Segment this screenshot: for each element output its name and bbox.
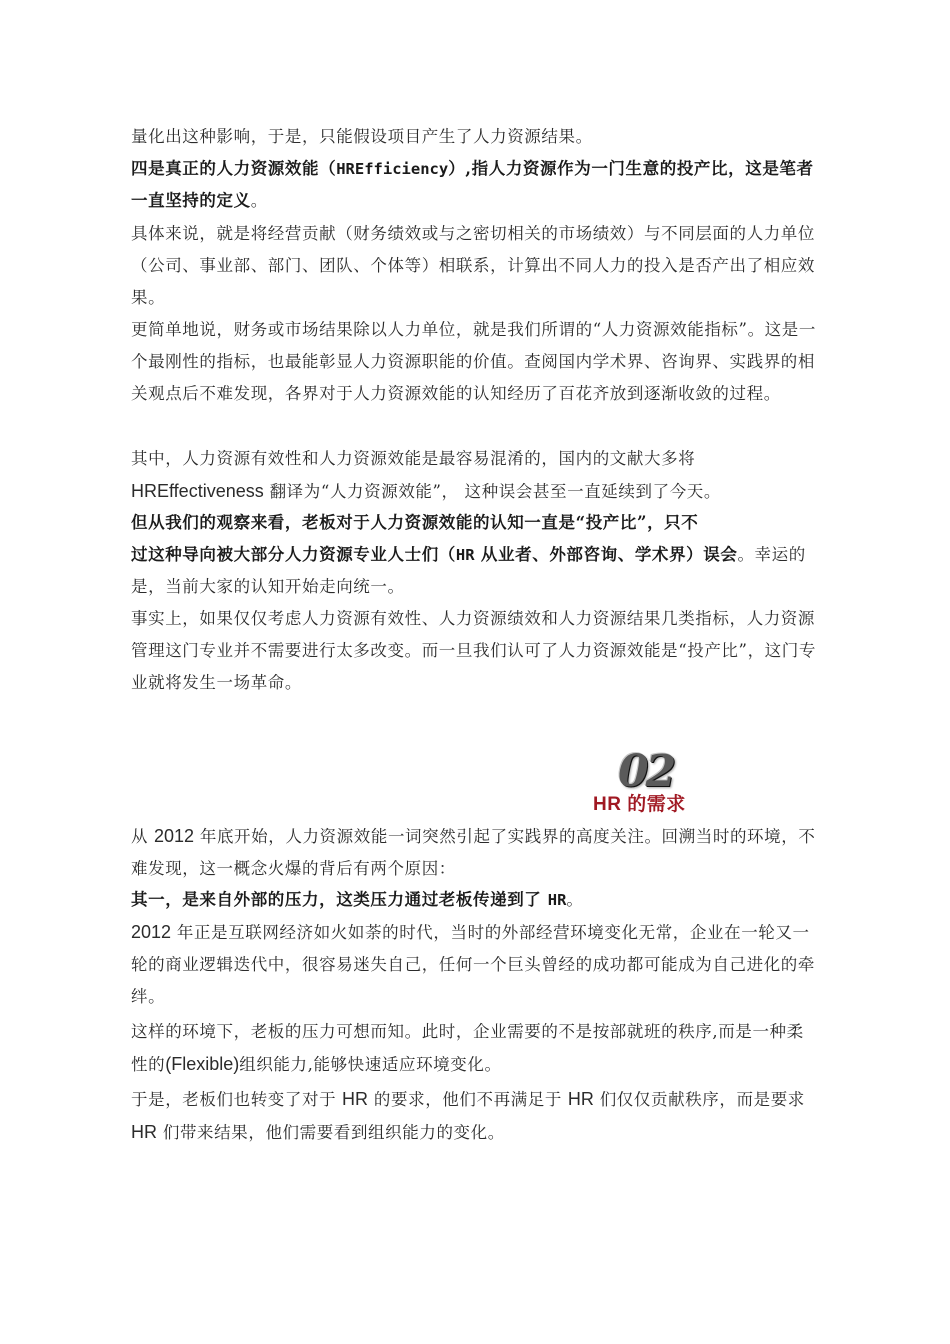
paragraph-9-end: 。 xyxy=(566,890,584,909)
paragraph-12-b: 的要求，他们不再满足于 xyxy=(368,1090,568,1109)
paragraph-11-b: 组织能力,能够快速适应环境变化。 xyxy=(239,1055,502,1074)
paragraph-8-a: 从 xyxy=(131,827,154,846)
paragraph-12-c: 们仅仅贡献秩序，而是要求 xyxy=(593,1090,805,1109)
paragraph-5-b: 翻译为“人力资源效能”， 这种误会甚至一直延续到了今天。 xyxy=(263,482,721,501)
paragraph-2-bold-b: ）,指人力资源作为一门生意的投产比，这是笔者一直坚持的定义 xyxy=(131,159,814,210)
paragraph-8-year: 2012 xyxy=(153,826,194,846)
paragraph-12-hr3: HR xyxy=(131,1122,157,1142)
section-number: 02 xyxy=(618,746,674,797)
paragraph-11-a: 这样的环境下，老板的压力可想而知。此时，企业需要的不是按部就班的秩序,而是一种柔性的 xyxy=(131,1022,804,1074)
paragraph-9-bold-a: 其一，是来自外部的压力，这类压力通过老板传递到了 xyxy=(131,890,548,909)
paragraph-1 xyxy=(131,121,819,153)
paragraph-10-b: 年正是互联网经济如火如荼的时代，当时的外部经营环境变化无常，企业在一轮又一轮的商业逻辑迭代中，很容易迷失自己，任何一个巨头曾经的成功都可能成为自己进化的牵绊。 xyxy=(131,923,815,1006)
paragraph-10 xyxy=(131,916,819,1013)
paragraph-6 xyxy=(131,507,819,603)
paragraph-8 xyxy=(131,820,819,885)
paragraph-11 xyxy=(131,1016,819,1081)
paragraph-6-code: HR xyxy=(455,546,475,564)
paragraph-8-b: 年底开始，人力资源效能一词突然引起了实践界的高度关注。回溯当时的环境，不难发现，这一概念火爆的背后有两个原因： xyxy=(131,827,816,878)
paragraph-3 xyxy=(131,218,819,314)
paragraph-5 xyxy=(131,443,819,508)
paragraph-10-year: 2012 xyxy=(131,922,172,942)
paragraph-2 xyxy=(131,153,819,217)
paragraph-12-hr2: HR xyxy=(567,1089,594,1109)
paragraph-6-bold-line2b: 从业者、外部咨询、学术界）误会 xyxy=(474,545,738,564)
paragraph-9 xyxy=(131,884,819,916)
paragraph-11-latin: (Flexible) xyxy=(165,1054,240,1074)
paragraph-6-bold-line2a: 过这种导向被大部分人力资源专业人士们（ xyxy=(131,545,456,564)
paragraph-2-end: 。 xyxy=(250,191,268,210)
paragraph-2-code: HREfficiency xyxy=(336,160,449,178)
paragraph-1-text: 量化出这种影响，于是，只能假设项目产生了人力资源结果。 xyxy=(131,127,593,146)
section-title: HR 的需求 xyxy=(593,794,686,815)
paragraph-4-text: 更简单地说，财务或市场结果除以人力单位，就是我们所谓的“人力资源效能指标”。这是一个最刚性的指标，也最能彰显人力资源职能的价值。查阅国内学术界、咨询界、实践界的相关观点后不难发现，各界对于人力资源效能的认知经历了百花齐放到逐渐收敛的过程。 xyxy=(131,320,816,403)
paragraph-7 xyxy=(131,603,819,699)
paragraph-4 xyxy=(131,314,819,410)
paragraph-7-text: 事实上，如果仅仅考虑人力资源有效性、人力资源绩效和人力资源结果几类指标，人力资源管理这门专业并不需要进行太多改变。而一旦我们认可了人力资源效能是“投产比”，这门专业就将发生一场革命。 xyxy=(131,609,816,692)
paragraph-12-hr1: HR xyxy=(342,1089,369,1109)
paragraph-9-code: HR xyxy=(547,891,567,909)
paragraph-3-text: 具体来说，就是将经营贡献（财务绩效或与之密切相关的市场绩效）与不同层面的人力单位（公司、事业部、部门、团队、个体等）相联系，计算出不同人力的投入是否产出了相应效果。 xyxy=(131,224,815,307)
paragraph-6-bold-line1: 但从我们的观察来看，老板对于人力资源效能的认知一直是“投产比”，只不 xyxy=(131,513,699,532)
paragraph-5-latin: HREffectiveness xyxy=(131,481,264,501)
paragraph-12 xyxy=(131,1083,819,1149)
paragraph-6-rest: 。幸运的是，当前大家的认知开始走向统一。 xyxy=(131,545,806,596)
paragraph-12-a: 于是，老板们也转变了对于 xyxy=(131,1090,343,1109)
paragraph-12-d: 们带来结果，他们需要看到组织能力的变化。 xyxy=(157,1123,505,1142)
paragraph-2-bold-a: 四是真正的人力资源效能（ xyxy=(131,159,337,178)
paragraph-5-a: 其中，人力资源有效性和人力资源效能是最容易混淆的，国内的文献大多将 xyxy=(131,449,696,468)
